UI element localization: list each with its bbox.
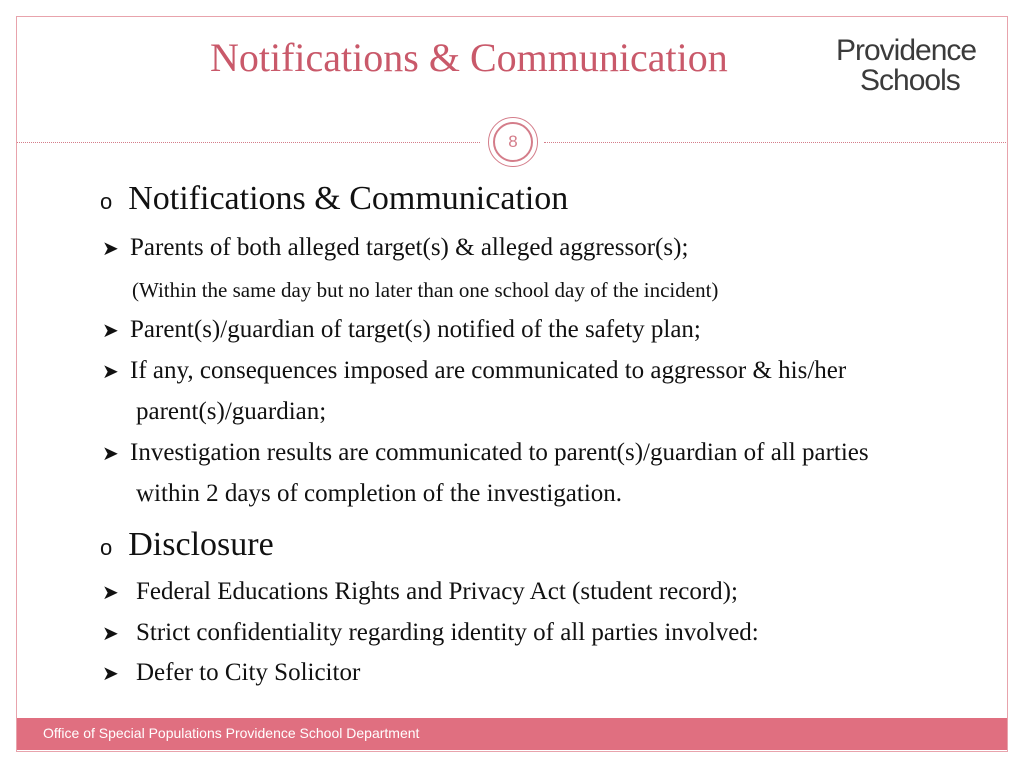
list-item xyxy=(102,316,701,344)
list-item-text: Parents of both alleged target(s) & alleged aggressor(s); xyxy=(130,234,689,261)
slide-title: Notifications & Communication xyxy=(210,35,728,80)
list-item xyxy=(102,439,869,467)
slide-footer xyxy=(17,718,1007,750)
section-heading-text: Disclosure xyxy=(128,526,274,563)
list-item-note: (Within the same day but no later than one school day of the incident) xyxy=(132,278,719,302)
arrow-bullet-icon: ➤ xyxy=(102,361,119,383)
arrow-bullet-icon: ➤ xyxy=(102,623,119,645)
list-item-text: Federal Educations Rights and Privacy Act (student record); xyxy=(136,578,738,605)
list-item-text: Defer to City Solicitor xyxy=(136,659,361,686)
section-heading-notifications xyxy=(100,180,568,218)
section-heading-disclosure xyxy=(100,526,274,564)
list-item xyxy=(102,578,738,606)
footer-text: Office of Special Populations Providence School Department xyxy=(43,725,420,741)
page-number: 8 xyxy=(493,122,533,162)
list-item-text: Parent(s)/guardian of target(s) notified of the safety plan; xyxy=(130,316,701,343)
logo-line-1: Providence xyxy=(836,34,977,67)
arrow-bullet-icon: ➤ xyxy=(102,238,119,260)
logo-line-2: Schools xyxy=(860,64,960,97)
circle-bullet-icon: o xyxy=(100,535,113,560)
list-item xyxy=(102,659,360,687)
list-item-continuation: within 2 days of completion of the investigation. xyxy=(136,480,623,507)
list-item xyxy=(102,619,759,647)
list-item xyxy=(102,357,846,385)
circle-bullet-icon: o xyxy=(100,189,113,214)
list-item-text: If any, consequences imposed are communicated to aggressor & his/her xyxy=(130,357,847,384)
arrow-bullet-icon: ➤ xyxy=(102,663,119,685)
list-item-text: Investigation results are communicated to parent(s)/guardian of all parties xyxy=(130,439,869,466)
arrow-bullet-icon: ➤ xyxy=(102,320,119,342)
section-heading-text: Notifications & Communication xyxy=(128,180,569,217)
list-item-text: Strict confidentiality regarding identity of all parties involved: xyxy=(136,619,759,646)
list-item xyxy=(102,234,688,262)
arrow-bullet-icon: ➤ xyxy=(102,582,119,604)
list-item-continuation: parent(s)/guardian; xyxy=(136,398,327,425)
arrow-bullet-icon: ➤ xyxy=(102,443,119,465)
